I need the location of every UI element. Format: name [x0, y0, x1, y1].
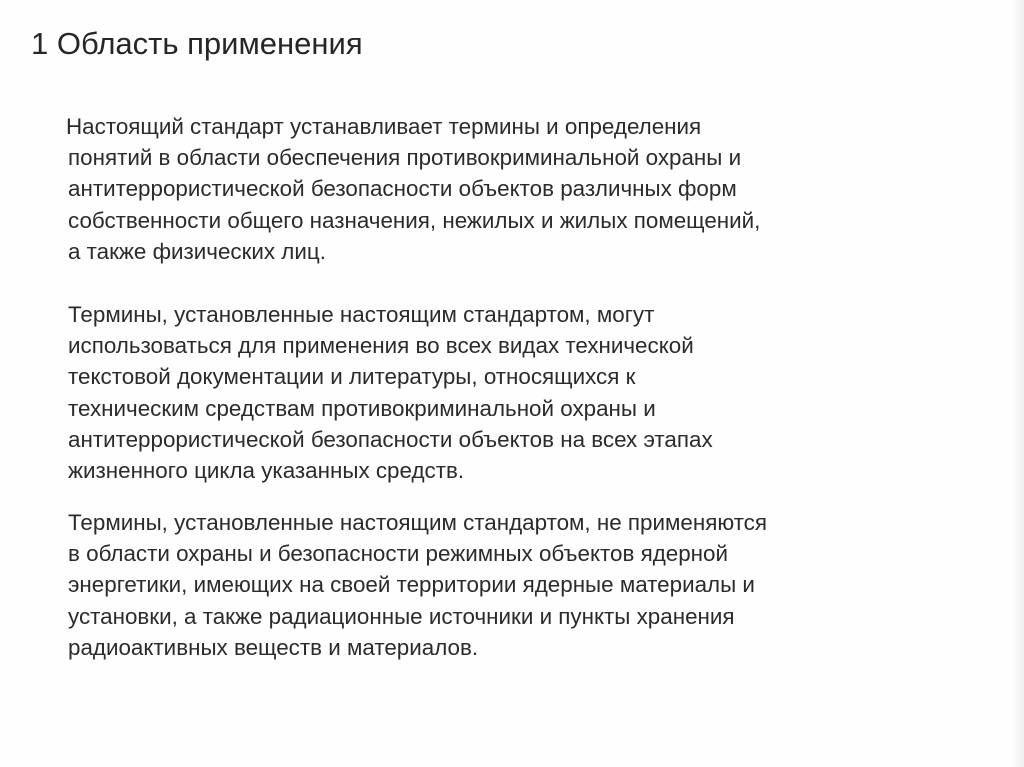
text-line: собственности общего назначения, нежилых и жилых помещений,	[68, 207, 761, 233]
text-line: антитеррористической безопасности объектов различных форм	[68, 176, 737, 202]
text-line: Термины, установленные настоящим стандартом, не применяются	[68, 510, 767, 535]
paragraph-terms-exclusion	[68, 507, 767, 663]
text-line: Настоящий стандарт устанавливает термины и определения	[66, 114, 702, 139]
text-line: Термины, установленные настоящим стандартом, могут	[68, 302, 655, 327]
text-line: жизненного цикла указанных средств.	[68, 458, 465, 484]
paragraph-terms-usage	[68, 299, 713, 486]
text-line: понятий в области обеспечения противокриминальной охраны и	[68, 145, 742, 171]
text-line: в области охраны и безопасности режимных объектов ядерной	[68, 541, 728, 567]
text-line: текстовой документации и литературы, относящихся к	[68, 364, 636, 390]
text-line: техническим средствам противокриминальной охраны и	[68, 395, 656, 421]
text-line: антитеррористической безопасности объектов на всех этапах	[68, 426, 713, 452]
page-edge-shadow	[1012, 0, 1024, 767]
text-line: радиоактивных веществ и материалов.	[68, 634, 479, 660]
text-line: энергетики, имеющих на своей территории ядерные материалы и	[68, 572, 755, 598]
section-title: 1 Область применения	[31, 26, 363, 61]
text-line: использоваться для применения во всех видах технической	[68, 333, 694, 359]
text-line: а также физических лиц.	[68, 238, 326, 264]
text-line: установки, а также радиационные источники и пункты хранения	[68, 603, 735, 629]
paragraph-scope-definition	[68, 111, 760, 267]
